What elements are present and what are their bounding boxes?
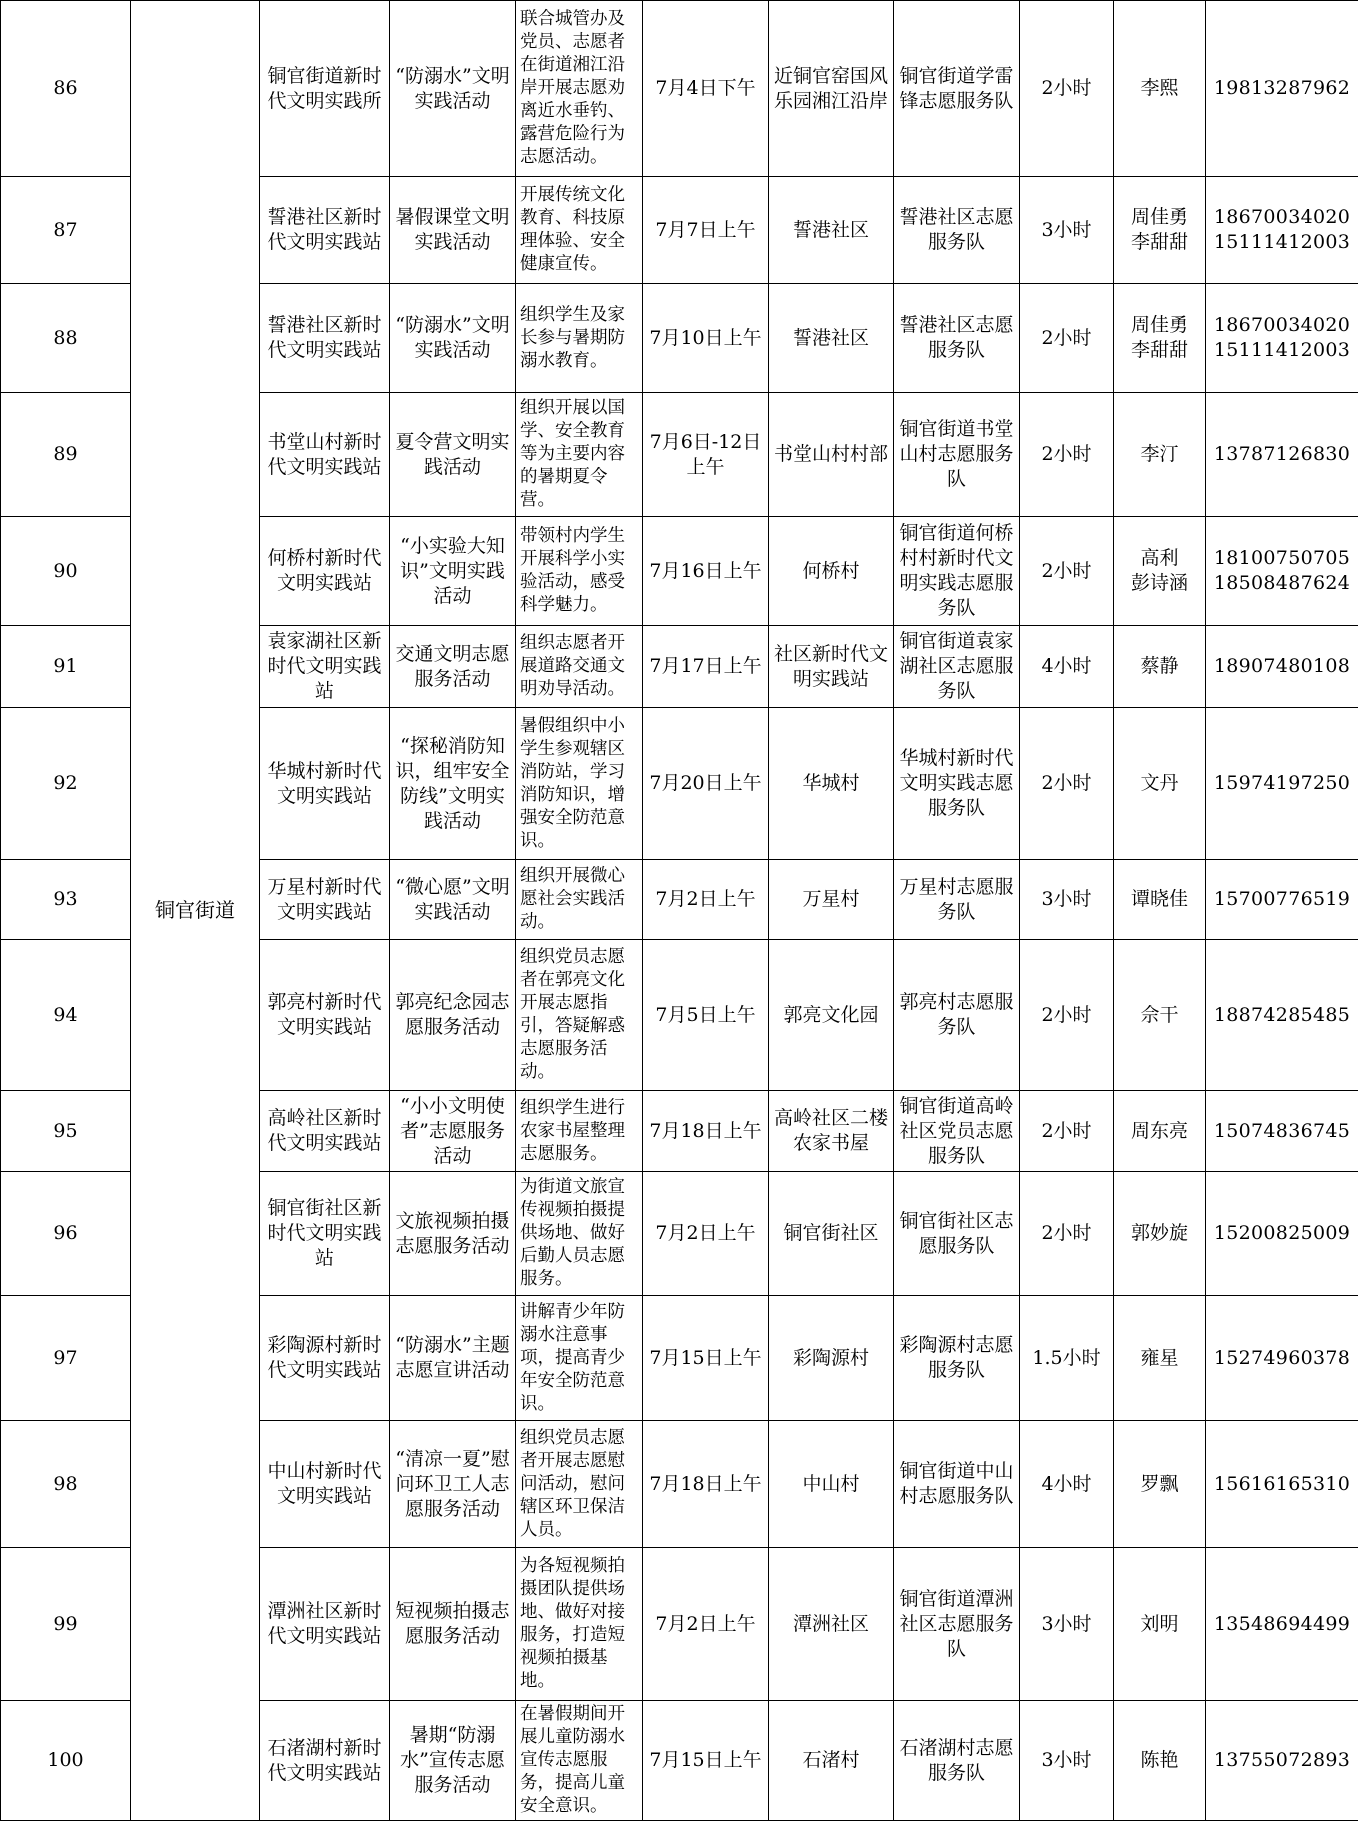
contact-phone-cell <box>1206 517 1358 626</box>
phone-number: 13548694499 <box>1209 1612 1355 1637</box>
station-cell: 袁家湖社区新时代文明实践站 <box>260 626 390 708</box>
activity-place-cell: 彩陶源村 <box>769 1296 894 1421</box>
activity-content-cell: 组织党员志愿者开展志愿慰问活动，慰问辖区环卫保洁人员。 <box>516 1421 643 1548</box>
activity-content-cell: 联合城管办及党员、志愿者在街道湘江沿岸开展志愿劝离近水垂钓、露营危险行为志愿活动。 <box>516 1 643 177</box>
duration-cell: 3小时 <box>1020 1548 1114 1701</box>
phone-number: 18670034020 <box>1209 205 1355 230</box>
station-cell: 高岭社区新时代文明实践站 <box>260 1091 390 1172</box>
station-cell: 万星村新时代文明实践站 <box>260 860 390 940</box>
volunteer-team-cell: 铜官街道潭洲社区志愿服务队 <box>894 1548 1020 1701</box>
activity-time-cell: 7月5日上午 <box>643 940 769 1091</box>
volunteer-team-cell: 彩陶源村志愿服务队 <box>894 1296 1020 1421</box>
duration-cell: 4小时 <box>1020 626 1114 708</box>
activity-content-cell: 带领村内学生开展科学小实验活动，感受科学魅力。 <box>516 517 643 626</box>
volunteer-team-cell: 华城村新时代文明实践志愿服务队 <box>894 708 1020 860</box>
row-number-cell: 100 <box>1 1701 131 1821</box>
contact-person-cell <box>1114 1 1206 177</box>
activity-time-cell: 7月7日上午 <box>643 177 769 284</box>
contact-name: 文丹 <box>1117 771 1202 796</box>
row-number-cell: 87 <box>1 177 131 284</box>
contact-phone-cell <box>1206 1172 1358 1296</box>
activity-content-cell: 组织学生进行农家书屋整理志愿服务。 <box>516 1091 643 1172</box>
phone-number: 18907480108 <box>1209 654 1355 679</box>
activity-time-cell: 7月4日下午 <box>643 1 769 177</box>
activity-place-cell: 中山村 <box>769 1421 894 1548</box>
activity-place-cell: 潭洲社区 <box>769 1548 894 1701</box>
contact-person-cell <box>1114 177 1206 284</box>
volunteer-team-cell: 铜官街道高岭社区党员志愿服务队 <box>894 1091 1020 1172</box>
street-name-cell: 铜官街道 <box>131 1 260 1821</box>
volunteer-team-cell: 铜官街道书堂山村志愿服务队 <box>894 393 1020 517</box>
contact-name: 周佳勇 <box>1117 205 1202 230</box>
contact-name: 李汀 <box>1117 442 1202 467</box>
contact-name: 李甜甜 <box>1117 338 1202 363</box>
station-cell: 华城村新时代文明实践站 <box>260 708 390 860</box>
contact-person-cell <box>1114 284 1206 393</box>
station-cell: 中山村新时代文明实践站 <box>260 1421 390 1548</box>
activity-place-cell: 社区新时代文明实践站 <box>769 626 894 708</box>
activity-name-cell: “小小文明使者”志愿服务活动 <box>390 1091 516 1172</box>
duration-cell: 1.5小时 <box>1020 1296 1114 1421</box>
contact-person-cell <box>1114 1548 1206 1701</box>
phone-number: 15616165310 <box>1209 1472 1355 1497</box>
contact-name: 刘明 <box>1117 1612 1202 1637</box>
activity-content-cell: 组织学生及家长参与暑期防溺水教育。 <box>516 284 643 393</box>
phone-number: 13755072893 <box>1209 1748 1355 1773</box>
volunteer-team-cell: 铜官街道何桥村村新时代文明实践志愿服务队 <box>894 517 1020 626</box>
duration-cell: 2小时 <box>1020 940 1114 1091</box>
phone-number: 15200825009 <box>1209 1221 1355 1246</box>
contact-phone-cell <box>1206 626 1358 708</box>
contact-phone-cell <box>1206 393 1358 517</box>
contact-phone-cell <box>1206 1701 1358 1821</box>
duration-cell: 2小时 <box>1020 1091 1114 1172</box>
table-row <box>1 1 1358 177</box>
station-cell: 誓港社区新时代文明实践站 <box>260 177 390 284</box>
activity-content-cell: 组织开展以国学、安全教育等为主要内容的暑期夏令营。 <box>516 393 643 517</box>
phone-number: 19813287962 <box>1209 76 1355 101</box>
contact-phone-cell <box>1206 860 1358 940</box>
activity-name-cell: 郭亮纪念园志愿服务活动 <box>390 940 516 1091</box>
activity-content-cell: 组织开展微心愿社会实践活动。 <box>516 860 643 940</box>
activity-name-cell: “探秘消防知识，组牢安全防线”文明实践活动 <box>390 708 516 860</box>
activity-place-cell: 誓港社区 <box>769 177 894 284</box>
contact-name: 陈艳 <box>1117 1748 1202 1773</box>
activity-place-cell: 誓港社区 <box>769 284 894 393</box>
activity-name-cell: 暑假课堂文明实践活动 <box>390 177 516 284</box>
contact-phone-cell <box>1206 1548 1358 1701</box>
phone-number: 13787126830 <box>1209 442 1355 467</box>
activity-name-cell: “防溺水”文明实践活动 <box>390 284 516 393</box>
activity-name-cell: “小实验大知识”文明实践活动 <box>390 517 516 626</box>
duration-cell: 3小时 <box>1020 177 1114 284</box>
phone-number: 18100750705 <box>1209 546 1355 571</box>
phone-number: 15274960378 <box>1209 1346 1355 1371</box>
contact-phone-cell <box>1206 1 1358 177</box>
contact-person-cell <box>1114 1296 1206 1421</box>
station-cell: 铜官街社区新时代文明实践站 <box>260 1172 390 1296</box>
duration-cell: 3小时 <box>1020 1701 1114 1821</box>
activity-name-cell: “防溺水”文明实践活动 <box>390 1 516 177</box>
activity-content-cell: 开展传统文化教育、科技原理体验、安全健康宣传。 <box>516 177 643 284</box>
volunteer-team-cell: 誓港社区志愿服务队 <box>894 177 1020 284</box>
duration-cell: 2小时 <box>1020 1172 1114 1296</box>
contact-phone-cell <box>1206 177 1358 284</box>
contact-phone-cell <box>1206 708 1358 860</box>
row-number-cell: 94 <box>1 940 131 1091</box>
row-number-cell: 92 <box>1 708 131 860</box>
phone-number: 18670034020 <box>1209 313 1355 338</box>
activity-place-cell: 华城村 <box>769 708 894 860</box>
station-cell: 誓港社区新时代文明实践站 <box>260 284 390 393</box>
row-number-cell: 97 <box>1 1296 131 1421</box>
activity-place-cell: 郭亮文化园 <box>769 940 894 1091</box>
activity-time-cell: 7月18日上午 <box>643 1421 769 1548</box>
contact-person-cell <box>1114 517 1206 626</box>
activity-name-cell: 交通文明志愿服务活动 <box>390 626 516 708</box>
activity-time-cell: 7月15日上午 <box>643 1296 769 1421</box>
activity-content-cell: 组织党员志愿者在郭亮文化开展志愿指引，答疑解惑志愿服务活动。 <box>516 940 643 1091</box>
contact-name: 高利 <box>1117 546 1202 571</box>
row-number-cell: 91 <box>1 626 131 708</box>
station-cell: 彩陶源村新时代文明实践站 <box>260 1296 390 1421</box>
contact-name: 郭妙旋 <box>1117 1221 1202 1246</box>
station-cell: 书堂山村新时代文明实践站 <box>260 393 390 517</box>
activity-name-cell: 夏令营文明实践活动 <box>390 393 516 517</box>
duration-cell: 4小时 <box>1020 1421 1114 1548</box>
activity-name-cell: 文旅视频拍摄志愿服务活动 <box>390 1172 516 1296</box>
row-number-cell: 96 <box>1 1172 131 1296</box>
volunteer-team-cell: 誓港社区志愿服务队 <box>894 284 1020 393</box>
phone-number: 18874285485 <box>1209 1003 1355 1028</box>
contact-person-cell <box>1114 1091 1206 1172</box>
activity-place-cell: 铜官街社区 <box>769 1172 894 1296</box>
volunteer-team-cell: 铜官街道袁家湖社区志愿服务队 <box>894 626 1020 708</box>
activity-time-cell: 7月10日上午 <box>643 284 769 393</box>
activity-name-cell: 短视频拍摄志愿服务活动 <box>390 1548 516 1701</box>
contact-name: 彭诗涵 <box>1117 571 1202 596</box>
duration-cell: 3小时 <box>1020 860 1114 940</box>
phone-number: 15111412003 <box>1209 338 1355 363</box>
activity-place-cell: 高岭社区二楼农家书屋 <box>769 1091 894 1172</box>
activity-time-cell: 7月2日上午 <box>643 1172 769 1296</box>
contact-person-cell <box>1114 1421 1206 1548</box>
contact-person-cell <box>1114 860 1206 940</box>
activity-time-cell: 7月16日上午 <box>643 517 769 626</box>
station-cell: 铜官街道新时代文明实践所 <box>260 1 390 177</box>
contact-person-cell <box>1114 940 1206 1091</box>
row-number-cell: 89 <box>1 393 131 517</box>
contact-person-cell <box>1114 1172 1206 1296</box>
activity-content-cell: 讲解青少年防溺水注意事项，提高青少年安全防范意识。 <box>516 1296 643 1421</box>
activity-content-cell: 暑假组织中小学生参观辖区消防站，学习消防知识，增强安全防范意识。 <box>516 708 643 860</box>
activity-time-cell: 7月20日上午 <box>643 708 769 860</box>
station-cell: 郭亮村新时代文明实践站 <box>260 940 390 1091</box>
volunteer-team-cell: 铜官街社区志愿服务队 <box>894 1172 1020 1296</box>
station-cell: 石渚湖村新时代文明实践站 <box>260 1701 390 1821</box>
volunteer-team-cell: 万星村志愿服务队 <box>894 860 1020 940</box>
row-number-cell: 99 <box>1 1548 131 1701</box>
contact-person-cell <box>1114 1701 1206 1821</box>
activity-name-cell: “防溺水”主题志愿宣讲活动 <box>390 1296 516 1421</box>
phone-number: 18508487624 <box>1209 571 1355 596</box>
duration-cell: 2小时 <box>1020 708 1114 860</box>
activity-name-cell: “清凉一夏”慰问环卫工人志愿服务活动 <box>390 1421 516 1548</box>
activity-content-cell: 组织志愿者开展道路交通文明劝导活动。 <box>516 626 643 708</box>
phone-number: 15074836745 <box>1209 1119 1355 1144</box>
activity-content-cell: 在暑假期间开展儿童防溺水宣传志愿服务，提高儿童安全意识。 <box>516 1701 643 1821</box>
volunteer-team-cell: 石渚湖村志愿服务队 <box>894 1701 1020 1821</box>
contact-name: 周佳勇 <box>1117 313 1202 338</box>
contact-name: 罗飘 <box>1117 1472 1202 1497</box>
activity-name-cell: “微心愿”文明实践活动 <box>390 860 516 940</box>
activity-time-cell: 7月18日上午 <box>643 1091 769 1172</box>
contact-name: 佘干 <box>1117 1003 1202 1028</box>
contact-name: 李熙 <box>1117 76 1202 101</box>
activity-time-cell: 7月6日-12日上午 <box>643 393 769 517</box>
duration-cell: 2小时 <box>1020 393 1114 517</box>
duration-cell: 2小时 <box>1020 284 1114 393</box>
station-cell: 潭洲社区新时代文明实践站 <box>260 1548 390 1701</box>
contact-phone-cell <box>1206 1296 1358 1421</box>
contact-phone-cell <box>1206 940 1358 1091</box>
activity-content-cell: 为街道文旅宣传视频拍摄提供场地、做好后勤人员志愿服务。 <box>516 1172 643 1296</box>
activity-time-cell: 7月2日上午 <box>643 860 769 940</box>
activity-time-cell: 7月2日上午 <box>643 1548 769 1701</box>
row-number-cell: 86 <box>1 1 131 177</box>
volunteer-team-cell: 铜官街道学雷锋志愿服务队 <box>894 1 1020 177</box>
contact-phone-cell <box>1206 1091 1358 1172</box>
duration-cell: 2小时 <box>1020 1 1114 177</box>
activity-place-cell: 何桥村 <box>769 517 894 626</box>
row-number-cell: 93 <box>1 860 131 940</box>
contact-phone-cell <box>1206 284 1358 393</box>
station-cell: 何桥村新时代文明实践站 <box>260 517 390 626</box>
activity-place-cell: 石渚村 <box>769 1701 894 1821</box>
contact-person-cell <box>1114 393 1206 517</box>
phone-number: 15111412003 <box>1209 230 1355 255</box>
contact-name: 谭晓佳 <box>1117 887 1202 912</box>
activity-place-cell: 书堂山村村部 <box>769 393 894 517</box>
phone-number: 15700776519 <box>1209 887 1355 912</box>
phone-number: 15974197250 <box>1209 771 1355 796</box>
volunteer-team-cell: 郭亮村志愿服务队 <box>894 940 1020 1091</box>
activity-name-cell: 暑期“防溺水”宣传志愿服务活动 <box>390 1701 516 1821</box>
row-number-cell: 98 <box>1 1421 131 1548</box>
row-number-cell: 88 <box>1 284 131 393</box>
contact-name: 李甜甜 <box>1117 230 1202 255</box>
activity-time-cell: 7月15日上午 <box>643 1701 769 1821</box>
activity-place-cell: 近铜官窑国风乐园湘江沿岸 <box>769 1 894 177</box>
activity-content-cell: 为各短视频拍摄团队提供场地、做好对接服务，打造短视频拍摄基地。 <box>516 1548 643 1701</box>
contact-name: 周东亮 <box>1117 1119 1202 1144</box>
contact-name: 蔡静 <box>1117 654 1202 679</box>
table-body <box>1 1 1358 1821</box>
row-number-cell: 95 <box>1 1091 131 1172</box>
contact-person-cell <box>1114 708 1206 860</box>
activity-time-cell: 7月17日上午 <box>643 626 769 708</box>
duration-cell: 2小时 <box>1020 517 1114 626</box>
activity-place-cell: 万星村 <box>769 860 894 940</box>
contact-person-cell <box>1114 626 1206 708</box>
row-number-cell: 90 <box>1 517 131 626</box>
volunteer-team-cell: 铜官街道中山村志愿服务队 <box>894 1421 1020 1548</box>
contact-name: 雍星 <box>1117 1346 1202 1371</box>
contact-phone-cell <box>1206 1421 1358 1548</box>
